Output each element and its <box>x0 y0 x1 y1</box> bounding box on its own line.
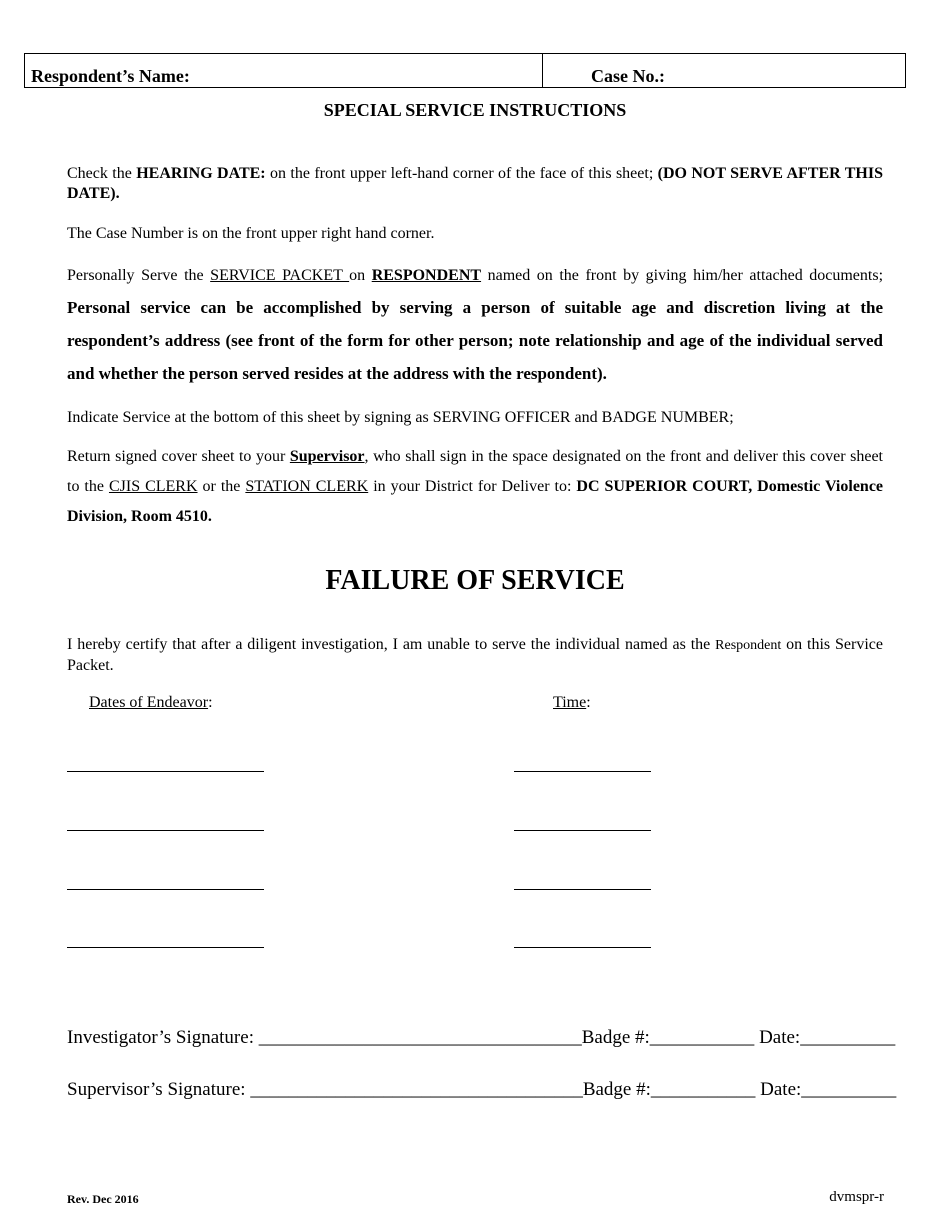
time-entry-line-1[interactable] <box>514 771 651 772</box>
investigator-signature-line[interactable]: __________________________________ <box>258 1027 582 1048</box>
case-number-label: Case No.: <box>591 66 665 86</box>
investigator-date-field[interactable]: Date:__________ <box>759 1027 896 1048</box>
text-span: Return signed cover sheet to your <box>67 448 290 465</box>
respondent-text: RESPONDENT <box>371 267 482 284</box>
date-entry-line-3[interactable] <box>67 889 264 890</box>
supervisor-signature-row <box>67 1079 896 1101</box>
text-span: Check the <box>67 165 137 182</box>
dates-of-endeavor-label <box>89 694 213 712</box>
colon: : <box>586 694 591 711</box>
text-span: in your District for Deliver to: <box>368 478 577 495</box>
instructions-title: SPECIAL SERVICE INSTRUCTIONS <box>323 100 627 120</box>
investigator-badge-field[interactable]: Badge #:___________ <box>581 1027 760 1048</box>
failure-of-service-title: FAILURE OF SERVICE <box>325 565 625 596</box>
time-entry-line-2[interactable] <box>514 830 651 831</box>
text-span: on the front upper left-hand corner of the face of this sheet; <box>265 165 658 182</box>
instruction-indicate-service: Indicate Service at the bottom of this sheet by signing as SERVING OFFICER and BADGE NUMBER; <box>67 409 734 426</box>
date-entry-line-1[interactable] <box>67 771 264 772</box>
supervisor-signature-label: Supervisor’s Signature: <box>67 1079 251 1100</box>
failure-certification <box>67 635 883 676</box>
investigator-signature-row <box>67 1027 895 1049</box>
date-entry-line-4[interactable] <box>67 947 264 948</box>
dates-label-text: Dates of Endeavor <box>89 694 209 711</box>
respondent-name-cell[interactable] <box>25 54 543 87</box>
text-span: named on the front by giving him/her attached documents; <box>481 267 884 284</box>
time-entry-line-4[interactable] <box>514 947 651 948</box>
supervisor-text: Supervisor <box>289 448 365 465</box>
hearing-date-label: HEARING DATE: <box>136 165 266 182</box>
station-clerk-text: STATION CLERK <box>245 478 369 495</box>
supervisor-signature-line[interactable]: ___________________________________ <box>250 1079 583 1100</box>
date-entry-line-2[interactable] <box>67 830 264 831</box>
form-code: dvmspr-r <box>829 1189 884 1205</box>
text-span: or the <box>197 478 246 495</box>
supervisor-date-field[interactable]: Date:__________ <box>760 1079 897 1100</box>
revision-note: Rev. Dec 2016 <box>67 1192 139 1206</box>
time-label-text: Time <box>553 694 587 711</box>
investigator-signature-label: Investigator’s Signature: <box>67 1027 259 1048</box>
instruction-personal-service <box>67 260 883 391</box>
time-entry-line-3[interactable] <box>514 889 651 890</box>
case-number-cell[interactable] <box>543 54 905 87</box>
respondent-word: Respondent <box>715 638 782 653</box>
supervisor-badge-field[interactable]: Badge #:___________ <box>582 1079 761 1100</box>
text-span: I hereby certify that after a diligent investigation, I am unable to serve the individual named as the <box>67 636 716 653</box>
header-table <box>24 53 906 88</box>
text-span: on <box>349 267 372 284</box>
personal-service-rule: Personal service can be accomplished by serving a person of suitable age and discretion living at the respondent’s address (see front of the form for other person; note relationship and age of the individual served and whether the person served resides at the address with the respondent). <box>67 298 883 383</box>
colon: : <box>208 694 213 711</box>
cjis-clerk-text: CJIS CLERK <box>108 478 198 495</box>
service-packet-text: SERVICE PACKET <box>210 267 350 284</box>
text-span: Personally Serve the <box>67 267 211 284</box>
instruction-hearing-date <box>67 164 883 204</box>
instruction-case-number: The Case Number is on the front upper right hand corner. <box>67 225 435 242</box>
time-label <box>553 694 591 712</box>
court-destination: DC SUPERIOR COURT, Domestic Violence Division, Room 4510. <box>67 478 884 525</box>
respondent-name-label: Respondent’s Name: <box>31 66 190 86</box>
instruction-return-sheet <box>67 442 883 532</box>
do-not-serve-warning: (DO NOT SERVE AFTER THIS DATE). <box>67 165 884 202</box>
text-span: on this Service Packet. <box>67 636 883 674</box>
text-span: , who shall sign in the space designated on the front and deliver this cover sheet to the <box>67 448 883 495</box>
